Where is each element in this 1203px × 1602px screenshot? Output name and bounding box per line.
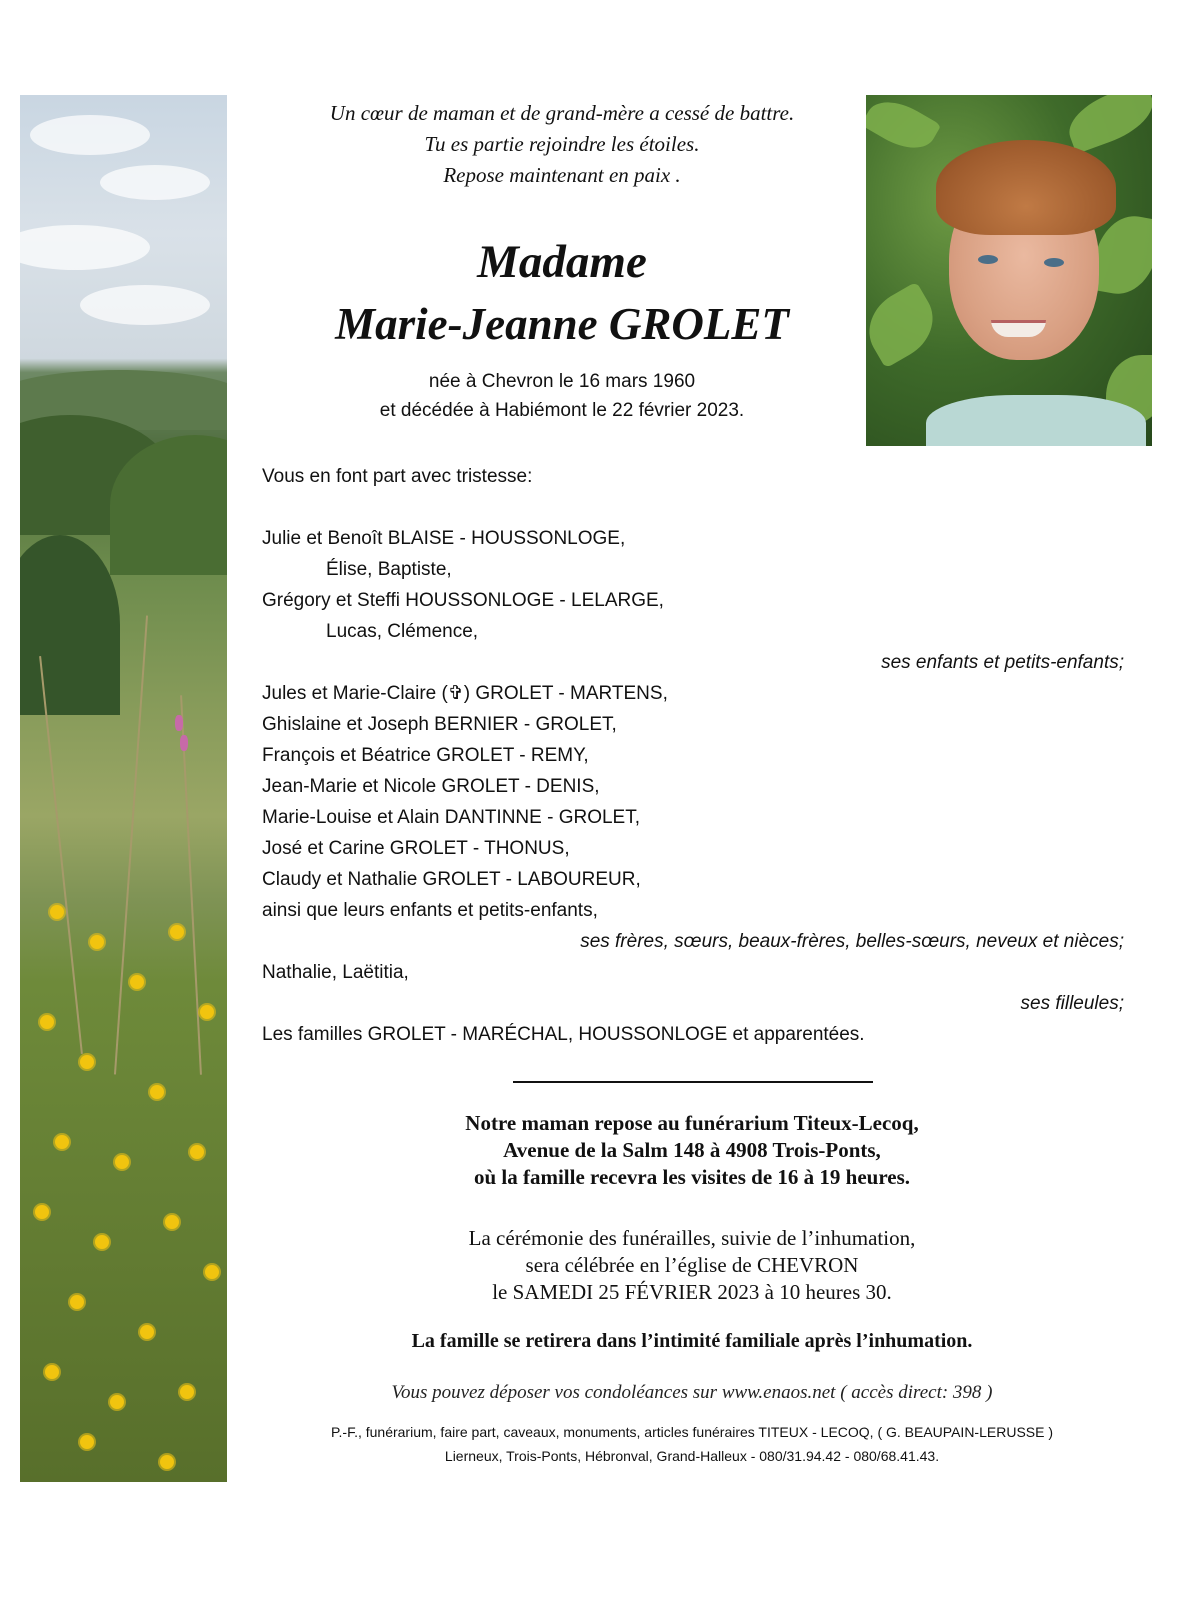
family-line: Julie et Benoît BLAISE - HOUSSONLOGE, — [262, 528, 626, 549]
condolences-note: Vous pouvez déposer vos condoléances sur www.enaos.net ( accès direct: 398 ) — [391, 1382, 993, 1403]
footer-line: P.-F., funérarium, faire part, caveaux, monuments, articles funéraires TITEUX - LECOQ, ( G. BEAUPAIN-LERUSSE ) — [330, 1424, 1054, 1440]
family-line: Claudy et Nathalie GROLET - LABOUREUR, — [262, 869, 641, 890]
birth-line: née à Chevron le 16 mars 1960 — [428, 371, 696, 392]
repose-line: Avenue de la Salm 148 à 4908 Trois-Ponts, — [503, 1138, 881, 1162]
poem-line: Un cœur de maman et de grand-mère a cessé de battre. — [329, 101, 795, 125]
family-line: Marie-Louise et Alain DANTINNE - GROLET, — [262, 807, 641, 828]
portrait-photo — [866, 95, 1152, 446]
deceased-name: Marie-Jeanne GROLET — [335, 299, 789, 349]
family-line: Ghislaine et Joseph BERNIER - GROLET, — [262, 714, 617, 735]
family-line: José et Carine GROLET - THONUS, — [262, 838, 570, 859]
family-line: Jules et Marie-Claire (✞) GROLET - MARTENS, — [262, 683, 668, 704]
relation-label: ses filleules; — [1020, 993, 1124, 1014]
family-line: Élise, Baptiste, — [326, 559, 452, 580]
honorific: Madame — [477, 236, 647, 288]
deceased-title — [262, 232, 862, 356]
funeral-home-info — [262, 1110, 1122, 1191]
family-line: Grégory et Steffi HOUSSONLOGE - LELARGE, — [262, 590, 664, 611]
family-line: ainsi que leurs enfants et petits-enfants, — [262, 900, 598, 921]
footer-line: Lierneux, Trois-Ponts, Hébronval, Grand-Halleux - 080/31.94.42 - 080/68.41.43. — [444, 1448, 940, 1464]
poem-line: Tu es partie rejoindre les étoiles. — [424, 132, 700, 156]
repose-line: Notre maman repose au funérarium Titeux-Lecoq, — [465, 1111, 919, 1135]
poem-line: Repose maintenant en paix . — [443, 163, 681, 187]
family-line: Jean-Marie et Nicole GROLET - DENIS, — [262, 776, 600, 797]
family-announcement — [262, 461, 1124, 1050]
ceremony-info — [262, 1225, 1122, 1306]
life-dates — [262, 367, 862, 425]
ceremony-line: sera célébrée en l’église de CHEVRON — [525, 1253, 859, 1277]
family-line: François et Béatrice GROLET - REMY, — [262, 745, 589, 766]
ceremony-line: La cérémonie des funérailles, suivie de l’inhumation, — [468, 1226, 916, 1250]
family-line: Les familles GROLET - MARÉCHAL, HOUSSONLOGE et apparentées. — [262, 1024, 865, 1045]
landscape-photo-strip — [20, 95, 227, 1482]
family-retire-note: La famille se retirera dans l’intimité familiale après l’inhumation. — [411, 1330, 973, 1352]
divider-rule — [513, 1081, 873, 1083]
death-line: et décédée à Habiémont le 22 février 2023. — [379, 400, 745, 421]
relation-label: ses enfants et petits-enfants; — [881, 652, 1124, 673]
announcement-intro: Vous en font part avec tristesse: — [262, 466, 533, 487]
funeral-director-footer — [262, 1420, 1122, 1468]
poem — [262, 98, 862, 191]
ceremony-line: le SAMEDI 25 FÉVRIER 2023 à 10 heures 30. — [492, 1280, 892, 1304]
relation-label: ses frères, sœurs, beaux-frères, belles-sœurs, neveux et nièces; — [580, 931, 1124, 952]
repose-line: où la famille recevra les visites de 16 à 19 heures. — [473, 1165, 911, 1189]
family-line: Lucas, Clémence, — [326, 621, 479, 642]
family-line: Nathalie, Laëtitia, — [262, 962, 409, 983]
